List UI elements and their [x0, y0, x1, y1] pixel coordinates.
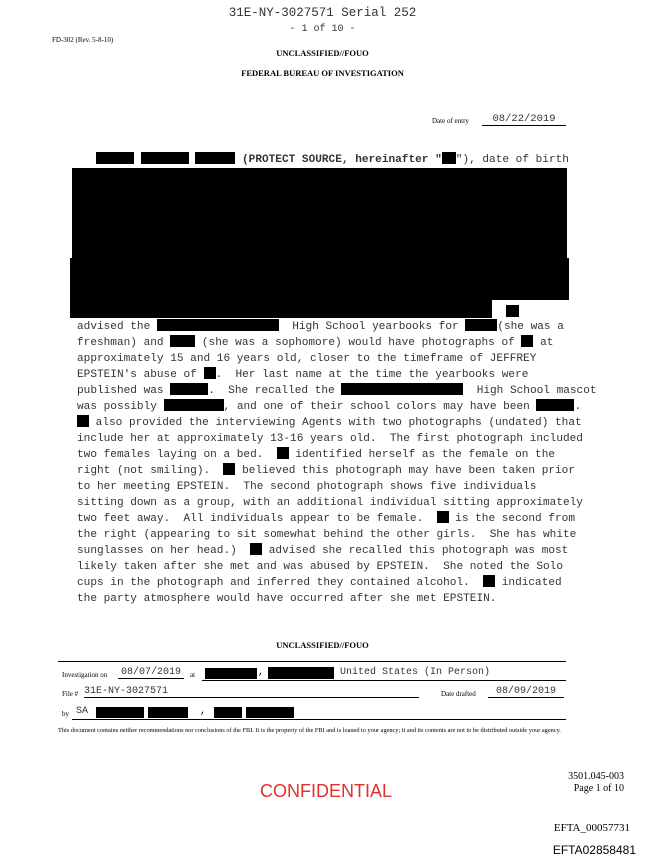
file-label: File # — [62, 690, 79, 698]
redaction — [246, 707, 294, 718]
investigation-on-value: 08/07/2019 — [118, 667, 184, 679]
body-line: likely taken after she met and was abused by EPSTEIN. She noted the Solo — [77, 561, 563, 573]
page-label: Page 1 of 10 — [573, 783, 624, 794]
redaction-block-top — [72, 168, 567, 260]
body-line: sunglasses on her head.) advised she recalled this photograph was most — [77, 545, 569, 557]
redaction — [164, 399, 224, 411]
redaction — [465, 319, 497, 331]
body-line: was possibly , and one of their school colors may have been . — [77, 401, 582, 413]
location-value: United States (In Person) — [340, 667, 491, 678]
page-indicator: - 1 of 10 - — [289, 24, 356, 35]
first-line — [96, 152, 569, 168]
body-line: sitting down as a group, with an additional individual sitting approximately — [77, 497, 583, 509]
divider — [202, 680, 566, 681]
redaction — [141, 152, 189, 164]
body-line: approximately 15 and 16 years old, closer to the timeframe of JEFFREY — [77, 353, 537, 365]
form-id: FD-302 (Rev. 5-8-10) — [52, 36, 114, 44]
redaction — [195, 152, 235, 164]
body-line: advised the High School yearbooks for (she was a — [77, 321, 564, 333]
divider — [58, 661, 566, 662]
doc-code: 3501.045-003 — [568, 771, 624, 782]
protect-source-label: (PROTECT SOURCE, hereinafter " — [242, 154, 442, 166]
redaction — [205, 668, 257, 679]
redaction — [506, 305, 519, 317]
redaction — [536, 399, 574, 411]
redaction — [223, 463, 235, 475]
by-prefix: SA — [76, 706, 89, 717]
disclaimer: This document contains neither recommendations nor conclusions of the FBI. It is the property of the FBI and is loaned to your agency; it and its contents are not to be distributed outside your agency. — [58, 727, 561, 734]
dob-label: "), date of birth — [455, 154, 569, 166]
date-of-entry-value: 08/22/2019 — [482, 113, 566, 126]
body-line: to her meeting EPSTEIN. The second photograph shows five individuals — [77, 481, 537, 493]
at-label: at — [190, 671, 196, 679]
body-line: right (not smiling). believed this photograph may have been taken prior — [77, 465, 575, 477]
redaction — [250, 543, 262, 555]
redaction — [170, 335, 195, 347]
investigation-on-label: Investigation on — [62, 671, 108, 679]
file-number: 31E-NY-3027571 — [84, 686, 419, 698]
body-line: published was . She recalled the High School mascot — [77, 385, 597, 397]
footer-classification: UNCLASSIFIED//FOUO — [276, 640, 369, 650]
date-drafted-value: 08/09/2019 — [488, 686, 564, 698]
redaction — [521, 335, 533, 347]
body-line: include her at approximately 13-16 years old. The first photograph included — [77, 433, 583, 445]
redaction — [268, 667, 334, 679]
redaction — [483, 575, 495, 587]
date-drafted-label: Date drafted — [441, 690, 476, 698]
agency-name: FEDERAL BUREAU OF INVESTIGATION — [241, 68, 404, 78]
body-line: cups in the photograph and inferred they contained alcohol. indicated — [77, 577, 562, 589]
by-label: by — [62, 710, 69, 718]
efta-number-2: EFTA02858481 — [552, 843, 636, 857]
redaction — [170, 383, 208, 395]
redaction-block-bottom — [70, 298, 492, 318]
body-line: also provided the interviewing Agents with two photographs (undated) that — [77, 415, 582, 431]
body-line: freshman) and (she was a sophomore) would have photographs of at — [77, 337, 554, 349]
redaction — [341, 383, 463, 395]
header-classification: UNCLASSIFIED//FOUO — [276, 48, 369, 58]
redaction-block-middle — [70, 258, 569, 300]
body-line: the right (appearing to sit somewhat behind the other girls. She has white — [77, 529, 577, 541]
redaction — [277, 447, 289, 459]
body-line: EPSTEIN's abuse of . Her last name at the time the yearbooks were — [77, 369, 529, 381]
redaction — [157, 319, 279, 331]
redaction — [204, 367, 216, 379]
redaction — [442, 152, 456, 164]
body-line: two females laying on a bed. identified herself as the female on the — [77, 449, 556, 461]
confidential-stamp: CONFIDENTIAL — [260, 781, 393, 801]
serial-number: 31E-NY-3027571 Serial 252 — [228, 6, 417, 20]
redaction — [96, 707, 144, 718]
redaction — [214, 707, 242, 718]
body-line: two feet away. All individuals appear to be female. is the second from — [77, 513, 575, 525]
divider — [72, 719, 566, 720]
redaction — [437, 511, 449, 523]
redaction — [148, 707, 188, 718]
redaction — [96, 152, 134, 164]
efta-number-1: EFTA_00057731 — [553, 822, 630, 834]
redaction — [77, 415, 89, 427]
body-line: the party atmosphere would have occurred after she met EPSTEIN. — [77, 593, 497, 605]
date-of-entry-label: Date of entry — [432, 117, 469, 125]
